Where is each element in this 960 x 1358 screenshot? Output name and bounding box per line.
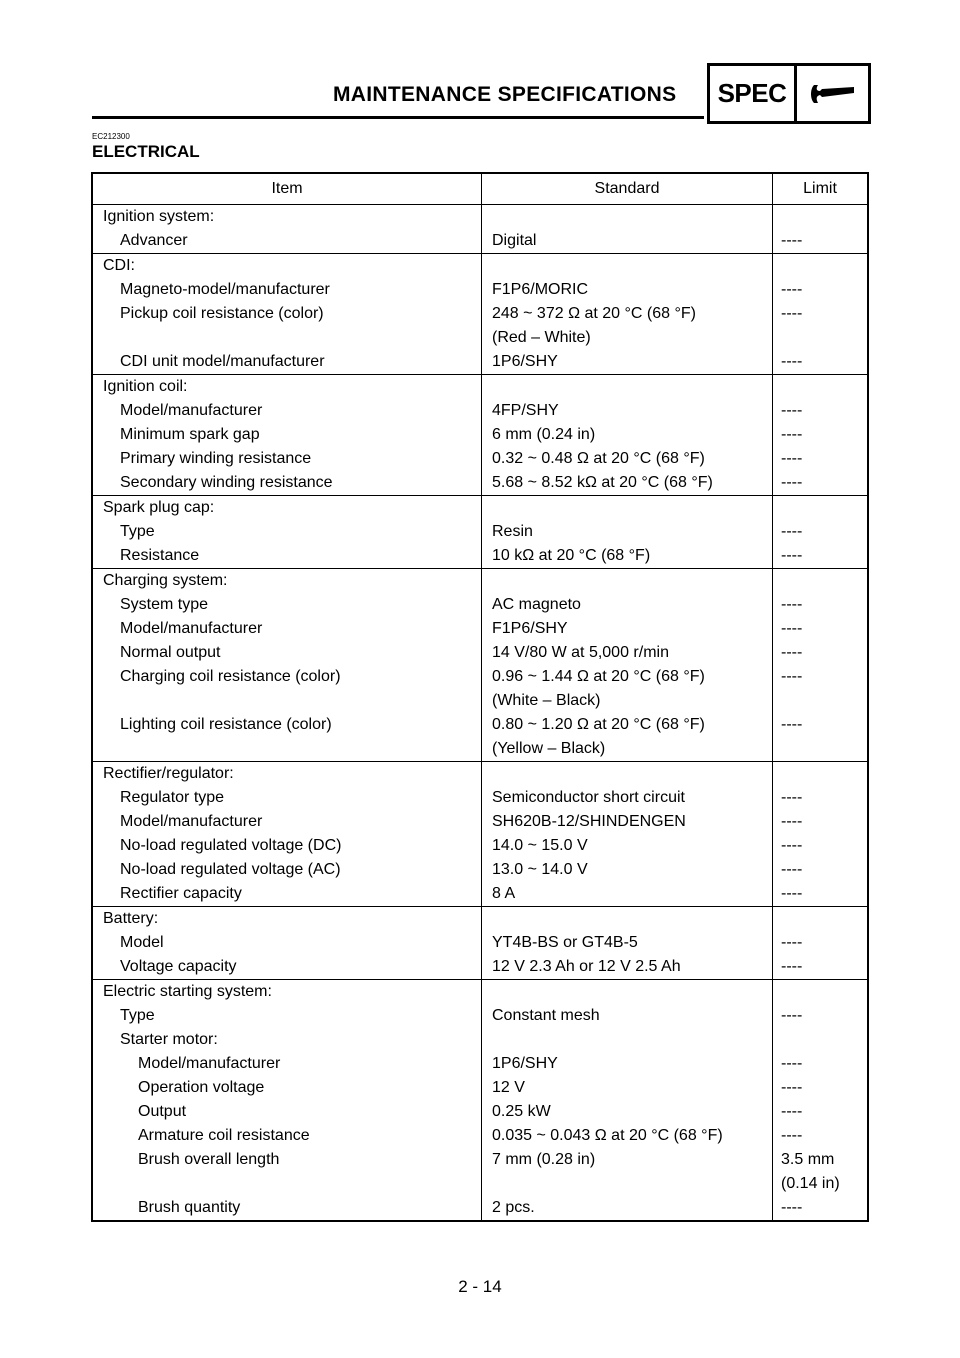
limit-cell: [773, 810, 869, 834]
standard-cell: [482, 665, 773, 713]
limit-cell: [773, 955, 869, 980]
limit-cell: [773, 1196, 869, 1221]
item-cell: [92, 1052, 482, 1076]
item-cell-text: No-load regulated voltage (DC): [120, 837, 342, 854]
table-row: [92, 1028, 868, 1052]
limit-cell-text: 3.5 mm: [781, 1151, 835, 1168]
standard-cell-text: Resin: [492, 523, 533, 540]
limit-cell-text: ----: [781, 281, 803, 298]
limit-cell: [773, 302, 869, 350]
item-cell: [92, 834, 482, 858]
limit-cell-text: ----: [781, 1199, 803, 1216]
item-cell: [92, 858, 482, 882]
limit-cell: [773, 713, 869, 762]
limit-cell: [773, 1076, 869, 1100]
limit-cell: [773, 1052, 869, 1076]
empty-cell: [773, 569, 869, 594]
limit-cell-text: ----: [781, 305, 803, 322]
limit-cell: [773, 617, 869, 641]
standard-cell-text: 12 V: [492, 1079, 525, 1096]
standard-cell-text: 0.035 ~ 0.043 Ω at 20 °C (68 °F): [492, 1127, 723, 1144]
group-title-row: [92, 496, 868, 521]
item-cell-text: Model: [120, 934, 164, 951]
limit-cell: [773, 1148, 869, 1196]
limit-cell-text: ----: [781, 1079, 803, 1096]
standard-cell-text: 0.32 ~ 0.48 Ω at 20 °C (68 °F): [492, 450, 705, 467]
standard-cell: [482, 350, 773, 375]
table-row: [92, 1196, 868, 1221]
item-cell-text: Type: [120, 1007, 155, 1024]
item-cell-text: Minimum spark gap: [120, 426, 260, 443]
item-cell-text: Operation voltage: [138, 1079, 265, 1096]
spec-table: [91, 172, 869, 1222]
empty-cell: [482, 980, 773, 1005]
group-title-row: [92, 375, 868, 400]
group-title: CDI:: [92, 254, 482, 279]
table-row: [92, 350, 868, 375]
item-cell-text: Pickup coil resistance (color): [120, 305, 324, 322]
table-row: [92, 447, 868, 471]
limit-cell-text: ----: [781, 620, 803, 637]
item-cell: [92, 520, 482, 544]
standard-cell-text: 0.25 kW: [492, 1103, 551, 1120]
table-row: [92, 1124, 868, 1148]
empty-cell: [482, 907, 773, 932]
standard-cell: [482, 229, 773, 254]
table-row: [92, 1076, 868, 1100]
item-cell-text: Magneto-model/manufacturer: [120, 281, 330, 298]
limit-cell-text: ----: [781, 474, 803, 491]
standard-cell-text: 7 mm (0.28 in): [492, 1151, 596, 1168]
empty-cell: [773, 980, 869, 1005]
item-cell-text: Voltage capacity: [120, 958, 237, 975]
item-cell-text: Regulator type: [120, 789, 225, 806]
standard-cell-text: 8 A: [492, 885, 516, 902]
standard-cell-text: 2 pcs.: [492, 1199, 535, 1216]
standard-cell-text: 0.80 ~ 1.20 Ω at 20 °C (68 °F): [492, 716, 705, 733]
limit-cell-text: ----: [781, 232, 803, 249]
standard-cell: [482, 931, 773, 955]
group-title: Ignition coil:: [92, 375, 482, 400]
standard-cell: [482, 520, 773, 544]
group-title: Charging system:: [92, 569, 482, 594]
table-row: [92, 834, 868, 858]
standard-cell-text: 5.68 ~ 8.52 kΩ at 20 °C (68 °F): [492, 474, 713, 491]
standard-cell: [482, 1100, 773, 1124]
standard-cell: [482, 858, 773, 882]
section-title: ELECTRICAL: [92, 142, 200, 161]
limit-cell: [773, 399, 869, 423]
standard-cell: [482, 1004, 773, 1028]
limit-cell-text: ----: [781, 789, 803, 806]
limit-cell: [773, 931, 869, 955]
item-cell-text: Model/manufacturer: [120, 813, 263, 830]
column-header-standard: Standard: [482, 173, 773, 205]
table-row: [92, 786, 868, 810]
group-title-row: [92, 907, 868, 932]
page-number: 2 - 14: [458, 1277, 502, 1296]
item-cell: [92, 423, 482, 447]
item-cell: [92, 665, 482, 713]
limit-cell-text: ----: [781, 402, 803, 419]
limit-cell: [773, 858, 869, 882]
item-cell-text: Brush overall length: [138, 1151, 280, 1168]
item-cell-text: Brush quantity: [138, 1199, 241, 1216]
standard-cell-text: F1P6/SHY: [492, 620, 568, 637]
standard-cell: [482, 302, 773, 350]
item-cell-text: Type: [120, 523, 155, 540]
table-row: [92, 544, 868, 569]
limit-cell-text: ----: [781, 668, 803, 685]
table-row: [92, 1004, 868, 1028]
standard-cell-text: 14 V/80 W at 5,000 r/min: [492, 644, 669, 661]
limit-cell: [773, 278, 869, 302]
standard-cell-text: 6 mm (0.24 in): [492, 426, 596, 443]
empty-cell: [773, 907, 869, 932]
standard-cell-text: 1P6/SHY: [492, 1055, 558, 1072]
limit-cell: [773, 1100, 869, 1124]
limit-cell: [773, 786, 869, 810]
limit-cell-text: ----: [781, 596, 803, 613]
standard-cell: [482, 423, 773, 447]
group-title-row: [92, 205, 868, 230]
item-cell: [92, 1100, 482, 1124]
limit-cell: [773, 882, 869, 907]
limit-cell: [773, 665, 869, 713]
limit-cell-text: ----: [781, 885, 803, 902]
item-cell: [92, 350, 482, 375]
standard-cell-text: 13.0 ~ 14.0 V: [492, 861, 588, 878]
standard-cell: [482, 1196, 773, 1221]
standard-cell: [482, 810, 773, 834]
standard-cell-text-line2: (Red – White): [492, 329, 591, 346]
table-header-row: [92, 173, 868, 205]
group-title-row: [92, 254, 868, 279]
standard-cell: [482, 544, 773, 569]
limit-cell-text-line2: (0.14 in): [781, 1175, 840, 1192]
table-row: [92, 278, 868, 302]
item-cell-text: Model/manufacturer: [120, 402, 263, 419]
table-row: [92, 471, 868, 496]
limit-cell-text: ----: [781, 861, 803, 878]
item-cell: [92, 617, 482, 641]
table-row: [92, 617, 868, 641]
item-cell-text: Output: [138, 1103, 187, 1120]
table-row: [92, 955, 868, 980]
standard-cell: [482, 593, 773, 617]
standard-cell: [482, 471, 773, 496]
item-cell: [92, 1148, 482, 1196]
table-row: [92, 423, 868, 447]
standard-cell: [482, 447, 773, 471]
table-row: [92, 229, 868, 254]
standard-cell: [482, 1052, 773, 1076]
section-code: EC212300: [92, 132, 130, 141]
limit-cell-text: ----: [781, 547, 803, 564]
item-cell-text: Rectifier capacity: [120, 885, 242, 902]
spec-table-body: [92, 205, 868, 1222]
empty-cell: [482, 254, 773, 279]
empty-cell: [482, 375, 773, 400]
standard-cell: [482, 278, 773, 302]
empty-cell: [482, 569, 773, 594]
item-cell-text: System type: [120, 596, 209, 613]
limit-cell: [773, 350, 869, 375]
table-row: [92, 399, 868, 423]
group-title: Ignition system:: [92, 205, 482, 230]
item-cell-text: No-load regulated voltage (AC): [120, 861, 341, 878]
standard-cell-text: YT4B-BS or GT4B-5: [492, 934, 638, 951]
limit-cell-text: ----: [781, 716, 803, 733]
item-cell: [92, 1124, 482, 1148]
item-cell: [92, 931, 482, 955]
standard-cell-text: SH620B-12/SHINDENGEN: [492, 813, 686, 830]
empty-cell: [482, 496, 773, 521]
standard-cell: [482, 641, 773, 665]
standard-cell-text: 248 ~ 372 Ω at 20 °C (68 °F): [492, 305, 696, 322]
empty-cell: [773, 205, 869, 230]
group-title: Electric starting system:: [92, 980, 482, 1005]
item-cell: [92, 229, 482, 254]
limit-cell: [773, 423, 869, 447]
standard-cell-text: 1P6/SHY: [492, 353, 558, 370]
item-cell-text: Secondary winding resistance: [120, 474, 333, 491]
standard-cell: [482, 834, 773, 858]
limit-cell: [773, 1004, 869, 1028]
limit-cell-text: ----: [781, 426, 803, 443]
standard-cell: [482, 1028, 773, 1052]
spec-badge-label: SPEC: [710, 66, 797, 121]
table-row: [92, 1148, 868, 1196]
limit-cell-text: ----: [781, 934, 803, 951]
limit-cell-text: ----: [781, 1127, 803, 1144]
standard-cell-text-line2: (Yellow – Black): [492, 740, 606, 757]
column-header-limit: Limit: [773, 173, 869, 205]
item-cell: [92, 955, 482, 980]
limit-cell: [773, 834, 869, 858]
limit-cell: [773, 520, 869, 544]
item-cell: [92, 471, 482, 496]
table-row: [92, 713, 868, 762]
standard-cell-text: Digital: [492, 232, 537, 249]
wrench-icon: [797, 66, 868, 121]
item-cell-text: Model/manufacturer: [138, 1055, 281, 1072]
item-cell-text: Primary winding resistance: [120, 450, 312, 467]
standard-cell: [482, 1124, 773, 1148]
standard-cell-text: Constant mesh: [492, 1007, 600, 1024]
empty-cell: [773, 762, 869, 787]
empty-cell: [482, 762, 773, 787]
group-title-row: [92, 762, 868, 787]
item-cell: [92, 882, 482, 907]
item-cell: [92, 278, 482, 302]
table-row: [92, 665, 868, 713]
standard-cell-text: F1P6/MORIC: [492, 281, 589, 298]
item-cell: [92, 399, 482, 423]
empty-cell: [773, 254, 869, 279]
table-row: [92, 1052, 868, 1076]
item-cell: [92, 302, 482, 350]
table-row: [92, 882, 868, 907]
standard-cell-text-line2: (White – Black): [492, 692, 601, 709]
standard-cell-text: AC magneto: [492, 596, 581, 613]
standard-cell-text: 0.96 ~ 1.44 Ω at 20 °C (68 °F): [492, 668, 705, 685]
group-title-row: [92, 569, 868, 594]
limit-cell: [773, 447, 869, 471]
limit-cell: [773, 471, 869, 496]
standard-cell: [482, 1148, 773, 1196]
column-header-item: Item: [92, 173, 482, 205]
item-cell-text: Charging coil resistance (color): [120, 668, 341, 685]
group-title-row: [92, 980, 868, 1005]
page-title: MAINTENANCE SPECIFICATIONS: [333, 83, 677, 106]
standard-cell-text: 4FP/SHY: [492, 402, 559, 419]
table-row: [92, 520, 868, 544]
item-cell: [92, 1196, 482, 1221]
item-cell-text: Normal output: [120, 644, 221, 661]
item-cell: [92, 810, 482, 834]
limit-cell-text: ----: [781, 353, 803, 370]
table-row: [92, 1100, 868, 1124]
standard-cell: [482, 399, 773, 423]
limit-cell-text: ----: [781, 837, 803, 854]
item-cell-text: CDI unit model/manufacturer: [120, 353, 325, 370]
item-cell-text: Starter motor:: [120, 1031, 218, 1048]
header-rule: [92, 116, 704, 119]
item-cell-text: Model/manufacturer: [120, 620, 263, 637]
standard-cell: [482, 617, 773, 641]
table-row: [92, 931, 868, 955]
item-cell: [92, 786, 482, 810]
item-cell: [92, 544, 482, 569]
limit-cell: [773, 593, 869, 617]
table-row: [92, 858, 868, 882]
limit-cell: [773, 1124, 869, 1148]
limit-cell-text: ----: [781, 958, 803, 975]
limit-cell: [773, 544, 869, 569]
standard-cell-text: 14.0 ~ 15.0 V: [492, 837, 588, 854]
item-cell-text: Resistance: [120, 547, 200, 564]
limit-cell-text: ----: [781, 813, 803, 830]
limit-cell-text: ----: [781, 450, 803, 467]
limit-cell: [773, 1028, 869, 1052]
standard-cell: [482, 713, 773, 762]
group-title: Battery:: [92, 907, 482, 932]
item-cell: [92, 593, 482, 617]
table-row: [92, 641, 868, 665]
table-row: [92, 302, 868, 350]
group-title: Rectifier/regulator:: [92, 762, 482, 787]
empty-cell: [482, 205, 773, 230]
item-cell: [92, 713, 482, 762]
table-row: [92, 593, 868, 617]
standard-cell-text: 12 V 2.3 Ah or 12 V 2.5 Ah: [492, 958, 681, 975]
spec-badge: [707, 63, 871, 124]
table-row: [92, 810, 868, 834]
item-cell: [92, 1028, 482, 1052]
limit-cell-text: ----: [781, 644, 803, 661]
empty-cell: [773, 496, 869, 521]
item-cell: [92, 447, 482, 471]
limit-cell-text: ----: [781, 523, 803, 540]
item-cell-text: Advancer: [120, 232, 188, 249]
limit-cell-text: ----: [781, 1007, 803, 1024]
item-cell: [92, 1004, 482, 1028]
item-cell-text: Lighting coil resistance (color): [120, 716, 332, 733]
standard-cell: [482, 786, 773, 810]
empty-cell: [773, 375, 869, 400]
item-cell-text: Armature coil resistance: [138, 1127, 310, 1144]
standard-cell: [482, 955, 773, 980]
group-title: Spark plug cap:: [92, 496, 482, 521]
standard-cell: [482, 882, 773, 907]
limit-cell: [773, 641, 869, 665]
standard-cell-text: 10 kΩ at 20 °C (68 °F): [492, 547, 651, 564]
limit-cell-text: ----: [781, 1103, 803, 1120]
limit-cell-text: ----: [781, 1055, 803, 1072]
item-cell: [92, 641, 482, 665]
item-cell: [92, 1076, 482, 1100]
limit-cell: [773, 229, 869, 254]
standard-cell-text: Semiconductor short circuit: [492, 789, 685, 806]
standard-cell: [482, 1076, 773, 1100]
